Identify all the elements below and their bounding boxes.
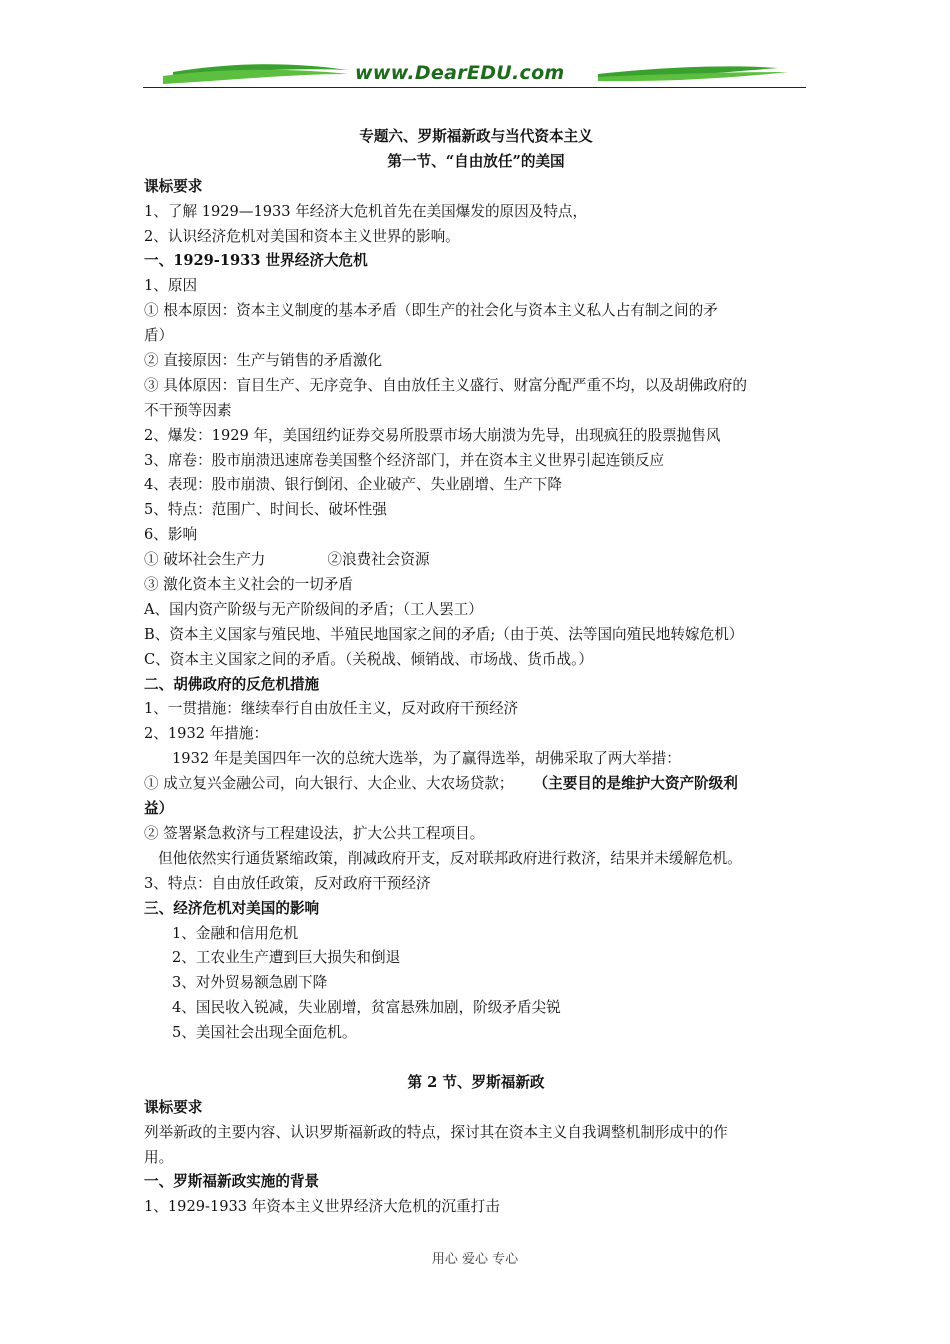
- section1-title: 第一节、“自由放任”的美国: [387, 152, 565, 170]
- requirement-item: 2、认识经济危机对美国和资本主义世界的影响。: [144, 227, 460, 245]
- requirement-item: 列举新政的主要内容、认识罗斯福新政的特点，探讨其在资本主义自我调整机制形成中的作: [144, 1123, 728, 1141]
- list-item: ② 签署紧急救济与工程建设法，扩大公共工程项目。: [144, 824, 485, 842]
- list-item: ① 根本原因：资本主义制度的基本矛盾（即生产的社会化与资本主义私人占有制之间的矛: [144, 302, 718, 320]
- site-brand: www.DearEDU.com: [355, 62, 565, 84]
- topic-title: 专题六、罗斯福新政与当代资本主义: [359, 128, 593, 145]
- list-item: [144, 548, 808, 573]
- list-item: 5、特点：范围广、时间长、破坏性强: [144, 501, 387, 519]
- list-item: 2、爆发：1929 年，美国纽约证券交易所股票市场大崩溃为先导，出现疯狂的股票抛售风: [144, 426, 721, 444]
- list-item: A、国内资产阶级与无产阶级间的矛盾；（工人罢工）: [144, 600, 483, 618]
- list-item: 6、影响: [144, 526, 198, 544]
- measure-note-cont: 益）: [144, 800, 174, 818]
- list-item: ② 直接原因：生产与销售的矛盾激化: [144, 352, 383, 370]
- requirement-item: 1、了解 1929—1933 年经济大危机首先在美国爆发的原因及特点，: [144, 202, 588, 220]
- impact-item: ②浪费社会资源: [327, 551, 430, 569]
- list-item: 4、国民收入锐减，失业剧增，贫富悬殊加剧，阶级矛盾尖锐: [172, 999, 561, 1017]
- list-item: 3、特点：自由放任政策，反对政府干预经济: [144, 874, 431, 892]
- measure-note: （主要目的是维护大资产阶级利: [533, 775, 738, 793]
- list-item: 4、表现：股市崩溃、银行倒闭、企业破产、失业剧增、生产下降: [144, 476, 562, 494]
- subsection-heading: 二、胡佛政府的反危机措施: [144, 675, 320, 693]
- spacer: [144, 1046, 808, 1071]
- subsection-heading: 三、经济危机对美国的影响: [144, 899, 320, 917]
- list-item: B、资本主义国家与殖民地、半殖民地国家之间的矛盾;（由于英、法等国向殖民地转嫁危机）: [144, 625, 744, 643]
- list-item: 盾）: [144, 327, 174, 345]
- list-item: 1、一贯措施：继续奉行自由放任主义，反对政府干预经济: [144, 700, 519, 718]
- list-item: 5、美国社会出现全面危机。: [172, 1024, 357, 1042]
- requirement-item: 用。: [144, 1148, 174, 1166]
- subsection-heading: 一、1929-1933 世界经济大危机: [144, 252, 368, 270]
- list-item: 2、工农业生产遭到巨大损失和倒退: [172, 949, 401, 967]
- section2-title: 第 2 节、罗斯福新政: [407, 1073, 545, 1091]
- list-item: 1、金融和信用危机: [172, 924, 299, 942]
- paragraph: 但他依然实行通货紧缩政策，削减政府开支，反对联邦政府进行救济，结果并未缓解危机。: [158, 849, 742, 867]
- list-item: 1、原因: [144, 277, 198, 295]
- list-item: 1、1929-1933 年资本主义世界经济大危机的沉重打击: [144, 1198, 500, 1216]
- list-item: ③ 具体原因：盲目生产、无序竞争、自由放任主义盛行、财富分配严重不均，以及胡佛政府的: [144, 376, 747, 394]
- measure-text: ① 成立复兴金融公司，向大银行、大企业、大农场贷款；: [144, 775, 514, 793]
- list-item: ③ 激化资本主义社会的一切矛盾: [144, 576, 353, 594]
- list-item: C、资本主义国家之间的矛盾。（关税战、倾销战、市场战、货币战。）: [144, 650, 593, 668]
- list-item: 2、1932 年措施：: [144, 725, 269, 743]
- list-item: [144, 772, 808, 797]
- subsection-heading: 一、罗斯福新政实施的背景: [144, 1173, 320, 1191]
- requirements-heading: 课标要求: [144, 1098, 203, 1116]
- list-item: 3、对外贸易额急剧下降: [172, 974, 328, 992]
- list-item: 不干预等因素: [144, 401, 232, 419]
- header-divider: [143, 87, 806, 88]
- list-item: 3、席卷：股市崩溃迅速席卷美国整个经济部门，并在资本主义世界引起连锁反应: [144, 451, 665, 469]
- impact-item: ① 破坏社会生产力: [144, 551, 266, 569]
- paragraph: 1932 年是美国四年一次的总统大选举，为了赢得选举，胡佛采取了两大举措：: [172, 750, 681, 768]
- document-body: [144, 125, 808, 1220]
- page-footer: 用心 爱心 专心: [431, 1252, 519, 1267]
- requirements-heading: 课标要求: [144, 177, 203, 195]
